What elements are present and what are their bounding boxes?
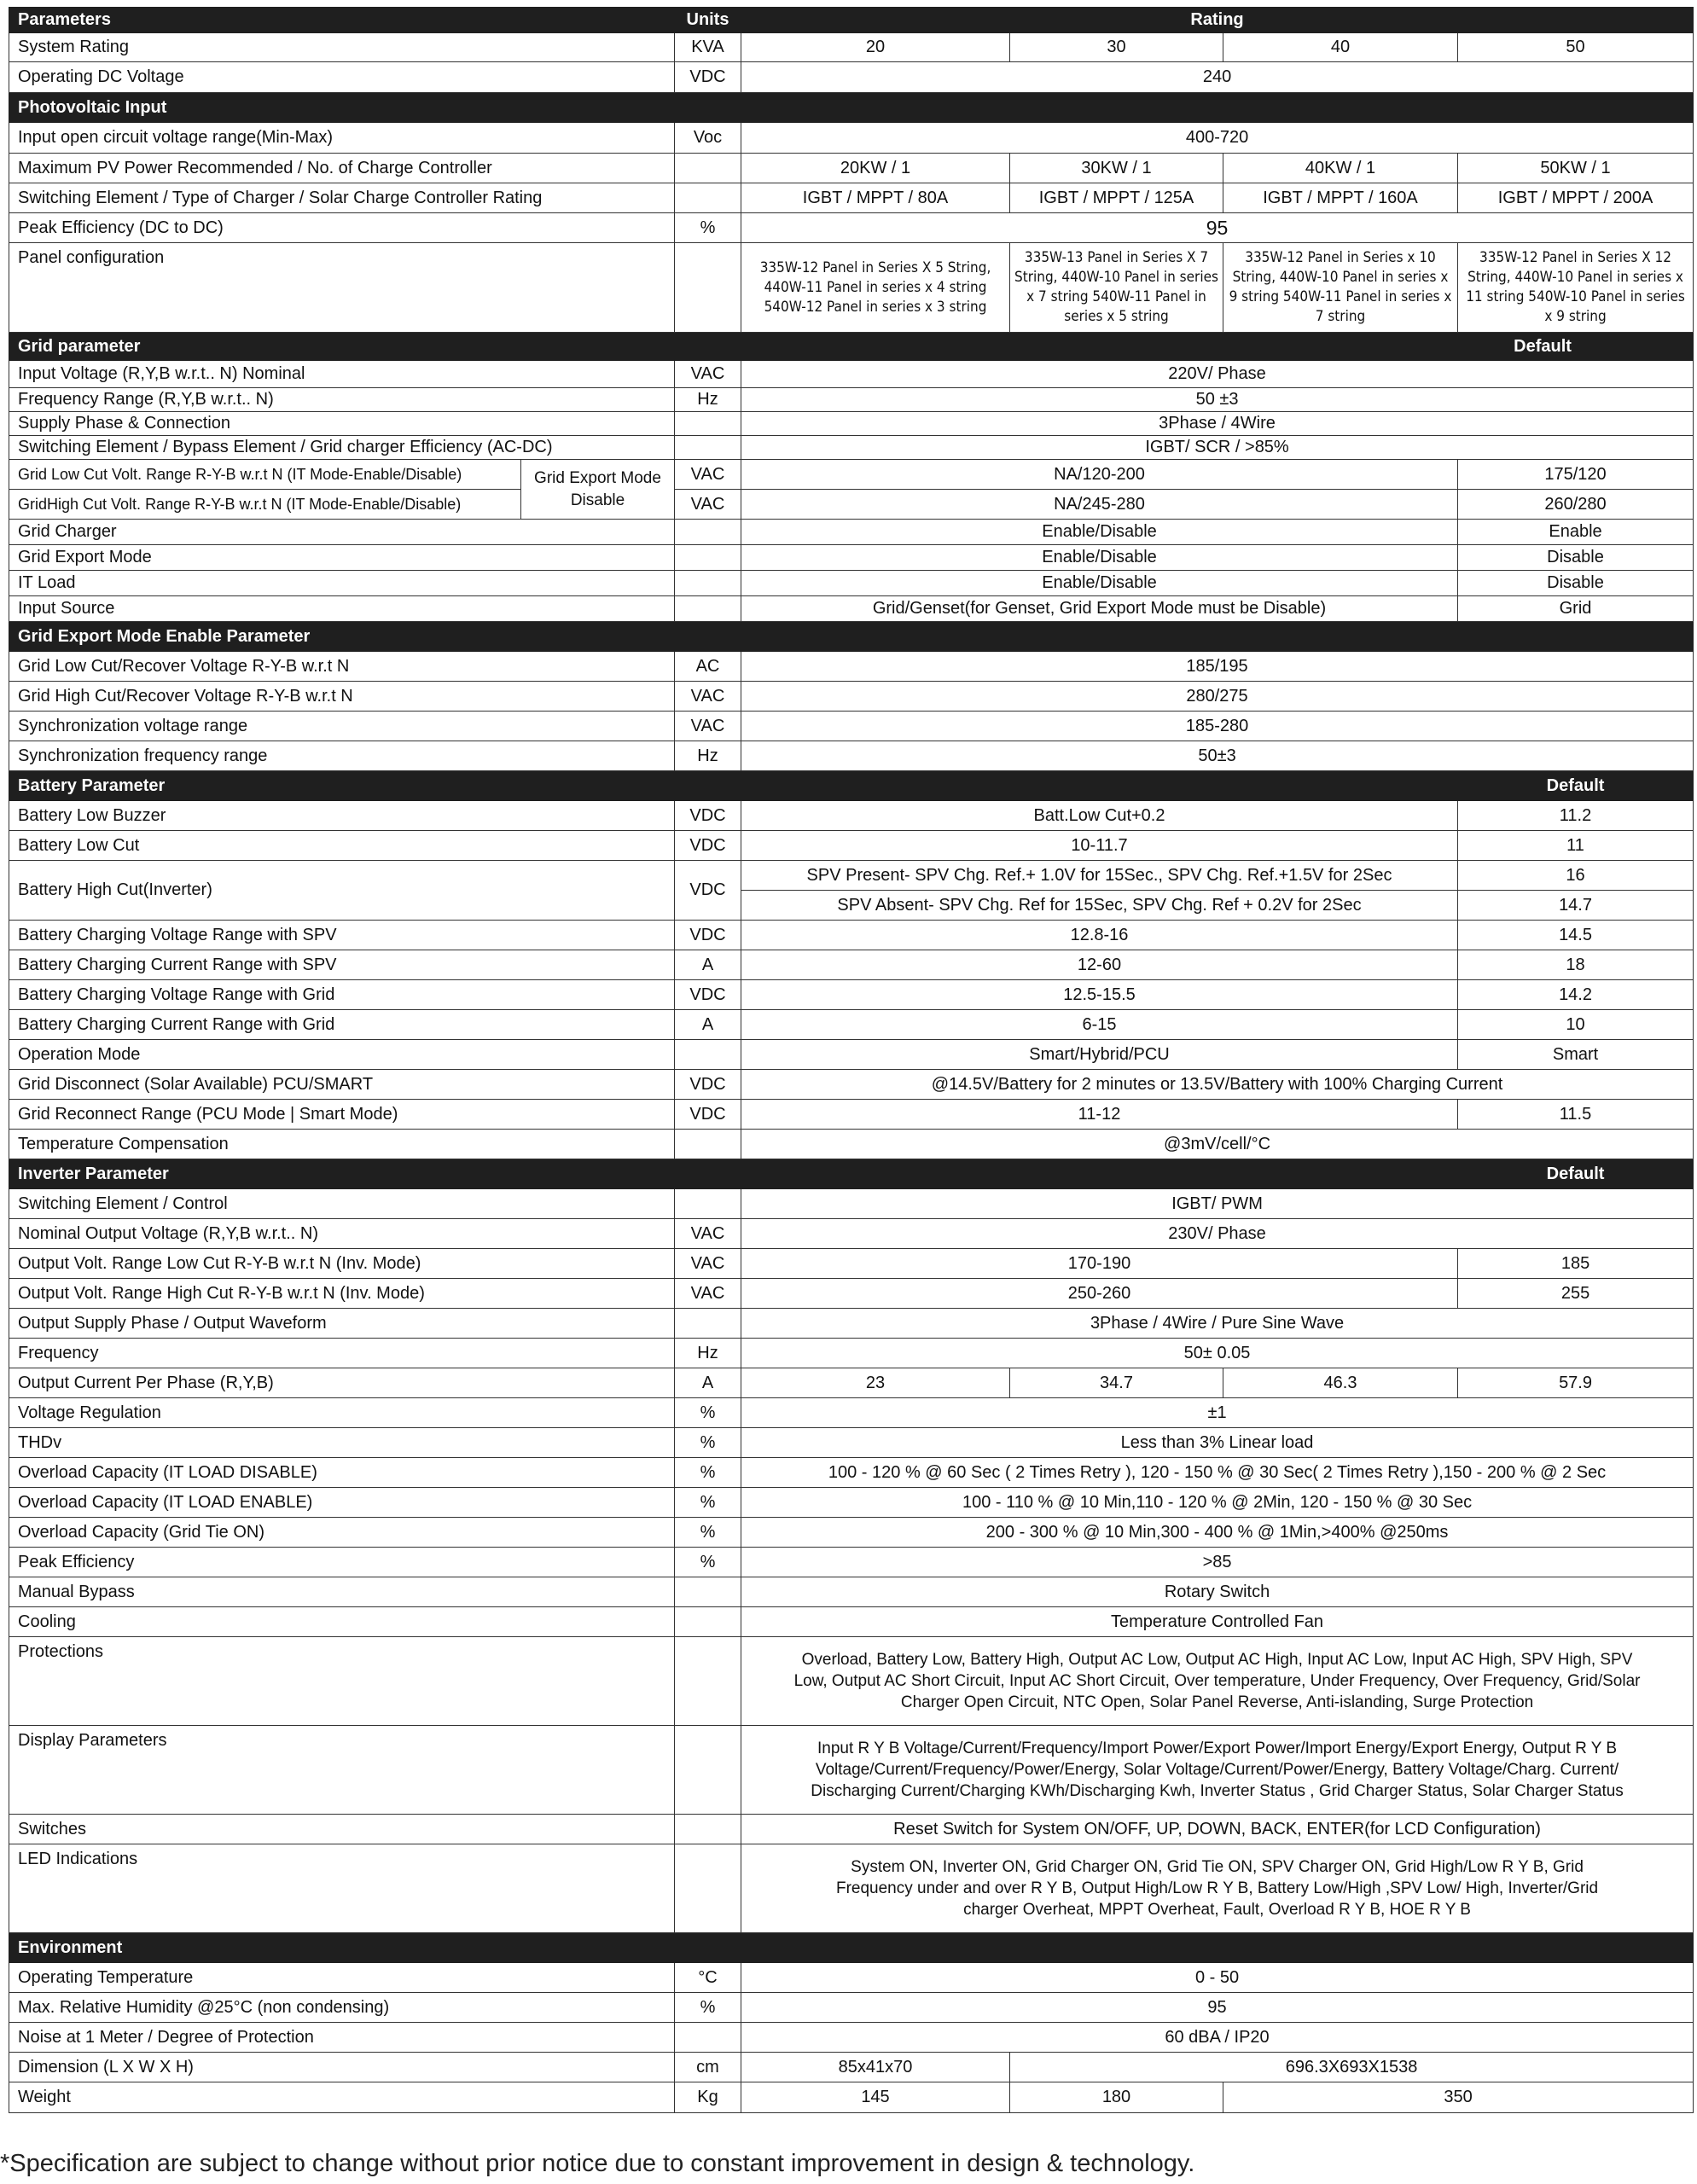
table-row (9, 861, 1694, 891)
cell-system-operating-dc-label: Operating DC Voltage (9, 62, 675, 93)
cell-export-sync-freq-label: Synchronization frequency range (9, 741, 675, 771)
cell-inverter-switching-label: Switching Element / Control (9, 1189, 675, 1219)
table-row (9, 361, 1694, 388)
empty-cell (675, 412, 741, 436)
table-row (9, 123, 1694, 154)
table-row (9, 460, 1694, 490)
cell-battery-low-cut-default: 11 (1458, 831, 1694, 861)
cell-battery-chg-i-grid-unit: A (675, 1010, 741, 1040)
cell-grid-low-cut-value: NA/120-200 (741, 460, 1458, 490)
cell-grid-high-cut-value: NA/245-280 (741, 490, 1458, 520)
empty-cell (675, 1726, 741, 1815)
cell-inverter-nominal-out-unit: VAC (675, 1219, 741, 1249)
cell-inverter-display-label: Display Parameters (9, 1726, 675, 1815)
table-row (9, 741, 1694, 771)
cell-battery-chg-i-spv-unit: A (675, 950, 741, 980)
cell-battery-temp-comp-value: @3mV/cell/°C (741, 1130, 1694, 1159)
cell-battery-chg-v-grid-default: 14.2 (1458, 980, 1694, 1010)
cell-system-system-rating-values-1: 30 (1010, 33, 1223, 62)
cell-environment-weight-unit: Kg (675, 2082, 741, 2113)
cell-export-high-cut-value: 280/275 (741, 682, 1694, 712)
section-header (9, 93, 1694, 123)
cell-pv-switching-values-2: IGBT / MPPT / 160A (1223, 183, 1458, 213)
cell-inverter-high-cut-label: Output Volt. Range High Cut R-Y-B w.r.t N (Inv. Mode) (9, 1279, 675, 1309)
cell-environment-humidity-value: 95 (741, 1993, 1694, 2023)
cell-battery-grid-reconnect-default: 11.5 (1458, 1100, 1694, 1130)
cell-inverter-cooling-value: Temperature Controlled Fan (741, 1607, 1694, 1637)
cell-pv-panel-config-values-1: 335W-13 Panel in Series X 7 String, 440W-10 Panel in series x 7 string 540W-11 Panel in series x 5 string (1010, 243, 1223, 333)
cell-battery-chg-v-spv-label: Battery Charging Voltage Range with SPV (9, 921, 675, 950)
table-row (9, 1815, 1694, 1844)
table-row (9, 1577, 1694, 1607)
table-row (9, 1488, 1694, 1518)
empty-cell (675, 545, 741, 571)
cell-grid-input-voltage-unit: VAC (675, 361, 741, 388)
empty-cell (675, 1577, 741, 1607)
cell-inverter-default: Default (1458, 1159, 1694, 1189)
cell-environment-weight-values-2: 350 (1223, 2082, 1694, 2113)
cell-pv-max-pv-values-2: 40KW / 1 (1223, 154, 1458, 183)
cell-inverter-peak-eff-label: Peak Efficiency (9, 1548, 675, 1577)
cell-environment-weight-values-1: 180 (1010, 2082, 1223, 2113)
section-header (9, 333, 1694, 361)
cell-inverter-regulation-value: ±1 (741, 1398, 1694, 1428)
table-row (9, 183, 1694, 213)
cell-battery-grid-reconnect-unit: VDC (675, 1100, 741, 1130)
cell-inverter-nominal-out-label: Nominal Output Voltage (R,Y,B w.r.t.. N) (9, 1219, 675, 1249)
cell-grid-high-cut-default: 260/280 (1458, 490, 1694, 520)
cell-battery-high-cut-default-present: 16 (1458, 861, 1694, 891)
table-row (9, 596, 1694, 622)
cell-export-high-cut-label: Grid High Cut/Recover Voltage R-Y-B w.r.t N (9, 682, 675, 712)
cell-inverter-cooling-label: Cooling (9, 1607, 675, 1637)
section-header (9, 1933, 1694, 1963)
cell-inverter-overload-dis-unit: % (675, 1458, 741, 1488)
cell-grid-input-voltage-label: Input Voltage (R,Y,B w.r.t.. N) Nominal (9, 361, 675, 388)
empty-cell (675, 1130, 741, 1159)
cell-inverter-overload-dis-value: 100 - 120 % @ 60 Sec ( 2 Times Retry ), 120 - 150 % @ 30 Sec( 2 Times Retry ),150 - 200 % @ 2 Sec (741, 1458, 1694, 1488)
section-title: Grid parameter (9, 333, 1392, 361)
cell-export-low-cut-label: Grid Low Cut/Recover Voltage R-Y-B w.r.t N (9, 652, 675, 682)
cell-inverter-led-label: LED Indications (9, 1844, 675, 1933)
table-row (9, 1309, 1694, 1339)
cell-inverter-regulation-label: Voltage Regulation (9, 1398, 675, 1428)
cell-battery-chg-i-grid-default: 10 (1458, 1010, 1694, 1040)
cell-battery-chg-v-grid-unit: VDC (675, 980, 741, 1010)
table-row (9, 950, 1694, 980)
table-row (9, 1963, 1694, 1993)
cell-grid-input-source-label: Input Source (9, 596, 675, 622)
empty-cell (675, 596, 741, 622)
cell-grid-input-source-value: Grid/Genset(for Genset, Grid Export Mode must be Disable) (741, 596, 1458, 622)
table-row (9, 33, 1694, 62)
cell-battery-grid-reconnect-label: Grid Reconnect Range (PCU Mode | Smart Mode) (9, 1100, 675, 1130)
cell-grid-grid-charger-default: Enable (1458, 520, 1694, 545)
cell-battery-low-cut-label: Battery Low Cut (9, 831, 675, 861)
table-row (9, 571, 1694, 596)
cell-environment-noise-value: 60 dBA / IP20 (741, 2023, 1694, 2053)
cell-environment-humidity-label: Max. Relative Humidity @25°C (non condensing) (9, 1993, 675, 2023)
cell-grid-input-source-default: Grid (1458, 596, 1694, 622)
cell-pv-panel-config-values-0: 335W-12 Panel in Series X 5 String, 440W-11 Panel in series x 4 string 540W-12 Panel in series x 3 string (741, 243, 1010, 333)
section-title: Photovoltaic Input (9, 93, 1694, 123)
cell-battery-chg-v-grid-value: 12.5-15.5 (741, 980, 1458, 1010)
table-row (9, 712, 1694, 741)
cell-environment-dimension-value-a: 85x41x70 (741, 2053, 1010, 2082)
cell-grid-it-load-default: Disable (1458, 571, 1694, 596)
cell-battery-op-mode-label: Operation Mode (9, 1040, 675, 1070)
cell-battery-high-cut-value-present: SPV Present- SPV Chg. Ref.+ 1.0V for 15Sec., SPV Chg. Ref.+1.5V for 2Sec (741, 861, 1458, 891)
table-row (9, 388, 1694, 412)
cell-pv-max-pv-values-1: 30KW / 1 (1010, 154, 1223, 183)
cell-battery-high-cut-default-absent: 14.7 (1458, 891, 1694, 921)
cell-grid-low-cut-label: Grid Low Cut Volt. Range R-Y-B w.r.t N (IT Mode-Enable/Disable) (9, 460, 521, 490)
cell-environment-humidity-unit: % (675, 1993, 741, 2023)
footnote: *Specification are subject to change without prior notice due to constant improvement in design & technology. (0, 2150, 1195, 2177)
cell-export-sync-freq-unit: Hz (675, 741, 741, 771)
cell-pv-switching-label: Switching Element / Type of Charger / Solar Charge Controller Rating (9, 183, 675, 213)
cell-environment-weight-values-0: 145 (741, 2082, 1010, 2113)
empty-cell (675, 436, 741, 460)
table-row (9, 1189, 1694, 1219)
cell-export-sync-voltage-unit: VAC (675, 712, 741, 741)
cell-battery-chg-i-grid-value: 6-15 (741, 1010, 1458, 1040)
cell-inverter-bypass-value: Rotary Switch (741, 1577, 1694, 1607)
table-row (9, 1070, 1694, 1100)
cell-inverter-thdv-unit: % (675, 1428, 741, 1458)
cell-grid-freq-range-label: Frequency Range (R,Y,B w.r.t.. N) (9, 388, 675, 412)
cell-pv-panel-config-label: Panel configuration (9, 243, 675, 333)
cell-inverter-overload-en-value: 100 - 110 % @ 10 Min,110 - 120 % @ 2Min, 120 - 150 % @ 30 Sec (741, 1488, 1694, 1518)
cell-environment-noise-label: Noise at 1 Meter / Degree of Protection (9, 2023, 675, 2053)
cell-inverter-low-cut-unit: VAC (675, 1249, 741, 1279)
section-title: Inverter Parameter (9, 1159, 1458, 1189)
cell-system-operating-dc-unit: VDC (675, 62, 741, 93)
cell-battery-grid-reconnect-value: 11-12 (741, 1100, 1458, 1130)
cell-inverter-led-value: System ON, Inverter ON, Grid Charger ON, Grid Tie ON, SPV Charger ON, Grid High/Low R Y B, Grid Frequency under and over R Y B, Output High/Low R Y B, Battery Low/High ,SPV Low/ High, Inverter/Grid charger Overheat, MPPT Overheat, Fault, Overload R Y B, HOE R Y B (741, 1844, 1694, 1933)
cell-inverter-high-cut-value: 250-260 (741, 1279, 1458, 1309)
cell-grid-high-cut-unit: VAC (675, 490, 741, 520)
table-header (9, 8, 1694, 33)
header-units: Units (675, 8, 741, 33)
table-row (9, 243, 1694, 333)
cell-grid-freq-range-unit: Hz (675, 388, 741, 412)
cell-inverter-frequency-value: 50± 0.05 (741, 1339, 1694, 1368)
cell-pv-open-circuit-label: Input open circuit voltage range(Min-Max) (9, 123, 675, 154)
cell-system-system-rating-values-3: 50 (1458, 33, 1694, 62)
table-row (9, 1607, 1694, 1637)
cell-inverter-switches-value: Reset Switch for System ON/OFF, UP, DOWN, BACK, ENTER(for LCD Configuration) (741, 1815, 1694, 1844)
table-row (9, 1219, 1694, 1249)
cell-inverter-overload-tie-unit: % (675, 1518, 741, 1548)
cell-battery-chg-i-spv-value: 12-60 (741, 950, 1458, 980)
cell-inverter-overload-dis-label: Overload Capacity (IT LOAD DISABLE) (9, 1458, 675, 1488)
cell-pv-max-pv-values-3: 50KW / 1 (1458, 154, 1694, 183)
cell-export-sync-voltage-value: 185-280 (741, 712, 1694, 741)
cell-system-operating-dc-value: 240 (741, 62, 1694, 93)
section-title: Battery Parameter (9, 771, 1458, 801)
cell-pv-max-pv-values-0: 20KW / 1 (741, 154, 1010, 183)
cell-pv-peak-eff-label: Peak Efficiency (DC to DC) (9, 213, 675, 243)
cell-inverter-overload-en-label: Overload Capacity (IT LOAD ENABLE) (9, 1488, 675, 1518)
cell-inverter-overload-tie-label: Overload Capacity (Grid Tie ON) (9, 1518, 675, 1548)
cell-battery-low-buzzer-unit: VDC (675, 801, 741, 831)
empty-cell (675, 520, 741, 545)
cell-system-system-rating-values-0: 20 (741, 33, 1010, 62)
table-row (9, 1726, 1694, 1815)
cell-inverter-overload-en-unit: % (675, 1488, 741, 1518)
cell-inverter-supply-phase-label: Output Supply Phase / Output Waveform (9, 1309, 675, 1339)
cell-battery-low-cut-value: 10-11.7 (741, 831, 1458, 861)
empty-cell (675, 1815, 741, 1844)
cell-environment-op-temp-unit: °C (675, 1963, 741, 1993)
cell-inverter-protections-value: Overload, Battery Low, Battery High, Output AC Low, Output AC High, Input AC Low, Input AC High, SPV High, SPV Low, Output AC Short Circuit, Input AC Short Circuit, Over temperature, Under Frequency, Over Frequency, Grid/Solar Charger Open Circuit, NTC Open, Solar Panel Reverse, Anti-islanding, Surge Protection (741, 1637, 1694, 1726)
cell-environment-op-temp-label: Operating Temperature (9, 1963, 675, 1993)
table-row (9, 62, 1694, 93)
cell-grid-high-cut-label: GridHigh Cut Volt. Range R-Y-B w.r.t N (IT Mode-Enable/Disable) (9, 490, 521, 520)
cell-grid-supply-phase-label: Supply Phase & Connection (9, 412, 675, 436)
table-row (9, 1130, 1694, 1159)
cell-pv-panel-config-values-3: 335W-12 Panel in Series X 12 String, 440W-10 Panel in series x 11 string 540W-10 Panel in series x 9 string (1458, 243, 1694, 333)
cell-inverter-regulation-unit: % (675, 1398, 741, 1428)
section-header (9, 622, 1694, 652)
table-row (9, 831, 1694, 861)
empty-cell (675, 1637, 741, 1726)
table-row (9, 1279, 1694, 1309)
cell-pv-switching-values-0: IGBT / MPPT / 80A (741, 183, 1010, 213)
table-row (9, 2023, 1694, 2053)
table-row (9, 412, 1694, 436)
cell-grid-export-mode-value: Enable/Disable (741, 545, 1458, 571)
cell-battery-high-cut-unit: VDC (675, 861, 741, 921)
empty-cell (675, 243, 741, 333)
cell-inverter-output-current-values-2: 46.3 (1223, 1368, 1458, 1398)
cell-battery-chg-v-spv-value: 12.8-16 (741, 921, 1458, 950)
table-row (9, 1993, 1694, 2023)
cell-environment-op-temp-value: 0 - 50 (741, 1963, 1694, 1993)
cell-inverter-frequency-label: Frequency (9, 1339, 675, 1368)
cell-system-system-rating-label: System Rating (9, 33, 675, 62)
table-row (9, 2082, 1694, 2113)
table-row (9, 1518, 1694, 1548)
cell-grid-switching-label: Switching Element / Bypass Element / Grid charger Efficiency (AC-DC) (9, 436, 675, 460)
table-row (9, 213, 1694, 243)
table-row (9, 436, 1694, 460)
cell-inverter-output-current-values-1: 34.7 (1010, 1368, 1223, 1398)
cell-inverter-protections-label: Protections (9, 1637, 675, 1726)
table-row (9, 1637, 1694, 1726)
table-row (9, 1428, 1694, 1458)
table-row (9, 1100, 1694, 1130)
cell-battery-low-buzzer-value: Batt.Low Cut+0.2 (741, 801, 1458, 831)
table-row (9, 1368, 1694, 1398)
cell-inverter-peak-eff-unit: % (675, 1548, 741, 1577)
cell-inverter-high-cut-default: 255 (1458, 1279, 1694, 1309)
cell-grid-low-cut-default: 175/120 (1458, 460, 1694, 490)
cell-grid-default: Default (1392, 333, 1694, 361)
cell-export-sync-voltage-label: Synchronization voltage range (9, 712, 675, 741)
empty-cell (675, 1189, 741, 1219)
cell-inverter-overload-tie-value: 200 - 300 % @ 10 Min,300 - 400 % @ 1Min,>400% @250ms (741, 1518, 1694, 1548)
cell-pv-max-pv-label: Maximum PV Power Recommended / No. of Charge Controller (9, 154, 675, 183)
empty-cell (675, 1309, 741, 1339)
cell-inverter-low-cut-value: 170-190 (741, 1249, 1458, 1279)
cell-pv-peak-eff-value: 95 (741, 213, 1694, 243)
empty-cell (675, 1844, 741, 1933)
empty-cell (675, 1040, 741, 1070)
table-row (9, 1249, 1694, 1279)
cell-battery-grid-disconnect-value: @14.5V/Battery for 2 minutes or 13.5V/Battery with 100% Charging Current (741, 1070, 1694, 1100)
cell-battery-temp-comp-label: Temperature Compensation (9, 1130, 675, 1159)
empty-cell (675, 154, 741, 183)
empty-cell (675, 183, 741, 213)
cell-grid-it-load-value: Enable/Disable (741, 571, 1458, 596)
cell-inverter-thdv-value: Less than 3% Linear load (741, 1428, 1694, 1458)
cell-grid-freq-range-value: 50 ±3 (741, 388, 1694, 412)
cell-battery-chg-v-spv-unit: VDC (675, 921, 741, 950)
cell-inverter-output-current-values-0: 23 (741, 1368, 1010, 1398)
cell-pv-switching-values-3: IGBT / MPPT / 200A (1458, 183, 1694, 213)
cell-battery-chg-v-grid-label: Battery Charging Voltage Range with Grid (9, 980, 675, 1010)
cell-battery-grid-disconnect-label: Grid Disconnect (Solar Available) PCU/SMART (9, 1070, 675, 1100)
table-row (9, 2053, 1694, 2082)
section-header (9, 1159, 1694, 1189)
cell-battery-high-cut-label: Battery High Cut(Inverter) (9, 861, 675, 921)
cell-grid-input-voltage-value: 220V/ Phase (741, 361, 1694, 388)
cell-grid-grid-charger-value: Enable/Disable (741, 520, 1458, 545)
cell-inverter-switching-value: IGBT/ PWM (741, 1189, 1694, 1219)
cell-battery-chg-v-spv-default: 14.5 (1458, 921, 1694, 950)
cell-battery-high-cut-value-absent: SPV Absent- SPV Chg. Ref for 15Sec, SPV Chg. Ref + 0.2V for 2Sec (741, 891, 1458, 921)
cell-export-low-cut-unit: AC (675, 652, 741, 682)
cell-inverter-peak-eff-value: >85 (741, 1548, 1694, 1577)
cell-pv-open-circuit-value: 400-720 (741, 123, 1694, 154)
table-row (9, 652, 1694, 682)
cell-grid-grid-charger-label: Grid Charger (9, 520, 675, 545)
cell-grid-supply-phase-value: 3Phase / 4Wire (741, 412, 1694, 436)
table-row (9, 921, 1694, 950)
cell-environment-weight-label: Weight (9, 2082, 675, 2113)
cell-inverter-bypass-label: Manual Bypass (9, 1577, 675, 1607)
cell-system-system-rating-values-2: 40 (1223, 33, 1458, 62)
table-row (9, 980, 1694, 1010)
cell-system-system-rating-unit: KVA (675, 33, 741, 62)
table-row (9, 545, 1694, 571)
table-row (9, 1398, 1694, 1428)
cell-inverter-supply-phase-value: 3Phase / 4Wire / Pure Sine Wave (741, 1309, 1694, 1339)
spec-table (9, 7, 1694, 2113)
cell-pv-switching-values-1: IGBT / MPPT / 125A (1010, 183, 1223, 213)
cell-inverter-nominal-out-value: 230V/ Phase (741, 1219, 1694, 1249)
cell-inverter-output-current-values-3: 57.9 (1458, 1368, 1694, 1398)
cell-inverter-output-current-label: Output Current Per Phase (R,Y,B) (9, 1368, 675, 1398)
cell-pv-panel-config-values-2: 335W-12 Panel in Series x 10 String, 440W-10 Panel in series x 9 string 540W-11 Panel in series x 7 string (1223, 243, 1458, 333)
cell-battery-chg-i-spv-label: Battery Charging Current Range with SPV (9, 950, 675, 980)
table-row (9, 1458, 1694, 1488)
header-rating: Rating (741, 8, 1694, 33)
cell-battery-low-buzzer-label: Battery Low Buzzer (9, 801, 675, 831)
table-row (9, 1548, 1694, 1577)
cell-battery-low-cut-unit: VDC (675, 831, 741, 861)
cell-battery-op-mode-value: Smart/Hybrid/PCU (741, 1040, 1458, 1070)
cell-inverter-high-cut-unit: VAC (675, 1279, 741, 1309)
cell-grid-export-disable: Grid Export Mode Disable (521, 460, 675, 520)
cell-battery-low-buzzer-default: 11.2 (1458, 801, 1694, 831)
cell-environment-dimension-label: Dimension (L X W X H) (9, 2053, 675, 2082)
cell-inverter-output-current-unit: A (675, 1368, 741, 1398)
header-parameters: Parameters (9, 8, 675, 33)
cell-inverter-frequency-unit: Hz (675, 1339, 741, 1368)
cell-pv-peak-eff-unit: % (675, 213, 741, 243)
cell-inverter-low-cut-default: 185 (1458, 1249, 1694, 1279)
empty-cell (675, 1607, 741, 1637)
cell-battery-grid-disconnect-unit: VDC (675, 1070, 741, 1100)
empty-cell (675, 2023, 741, 2053)
table-row (9, 490, 1694, 520)
cell-inverter-thdv-label: THDv (9, 1428, 675, 1458)
cell-inverter-display-value: Input R Y B Voltage/Current/Frequency/Import Power/Export Power/Import Energy/Export Energy, Output R Y B Voltage/Current/Frequency/Power/Energy, Solar Voltage/Current/Power/Energy, Battery Voltage/Charg. Current/ Discharging Current/Charging KWh/Discharging Kwh, Inverter Status , Grid Charger Status, Solar Charger Status (741, 1726, 1694, 1815)
cell-battery-default: Default (1458, 771, 1694, 801)
cell-export-low-cut-value: 185/195 (741, 652, 1694, 682)
section-header (9, 771, 1694, 801)
cell-environment-dimension-unit: cm (675, 2053, 741, 2082)
table-row (9, 801, 1694, 831)
empty-cell (675, 571, 741, 596)
section-title: Grid Export Mode Enable Parameter (9, 622, 1694, 652)
table-row (9, 154, 1694, 183)
cell-environment-dimension-value-b: 696.3X693X1538 (1010, 2053, 1694, 2082)
cell-export-sync-freq-value: 50±3 (741, 741, 1694, 771)
cell-grid-export-mode-default: Disable (1458, 545, 1694, 571)
table-row (9, 1844, 1694, 1933)
cell-inverter-low-cut-label: Output Volt. Range Low Cut R-Y-B w.r.t N (Inv. Mode) (9, 1249, 675, 1279)
cell-pv-open-circuit-unit: Voc (675, 123, 741, 154)
cell-inverter-switches-label: Switches (9, 1815, 675, 1844)
table-row (9, 1040, 1694, 1070)
table-row (9, 520, 1694, 545)
cell-grid-low-cut-unit: VAC (675, 460, 741, 490)
table-row (9, 1339, 1694, 1368)
cell-battery-chg-i-grid-label: Battery Charging Current Range with Grid (9, 1010, 675, 1040)
cell-battery-chg-i-spv-default: 18 (1458, 950, 1694, 980)
section-title: Environment (9, 1933, 1694, 1963)
cell-grid-export-mode-label: Grid Export Mode (9, 545, 675, 571)
cell-grid-it-load-label: IT Load (9, 571, 675, 596)
cell-export-high-cut-unit: VAC (675, 682, 741, 712)
cell-grid-switching-value: IGBT/ SCR / >85% (741, 436, 1694, 460)
cell-battery-op-mode-default: Smart (1458, 1040, 1694, 1070)
table-row (9, 682, 1694, 712)
table-row (9, 1010, 1694, 1040)
